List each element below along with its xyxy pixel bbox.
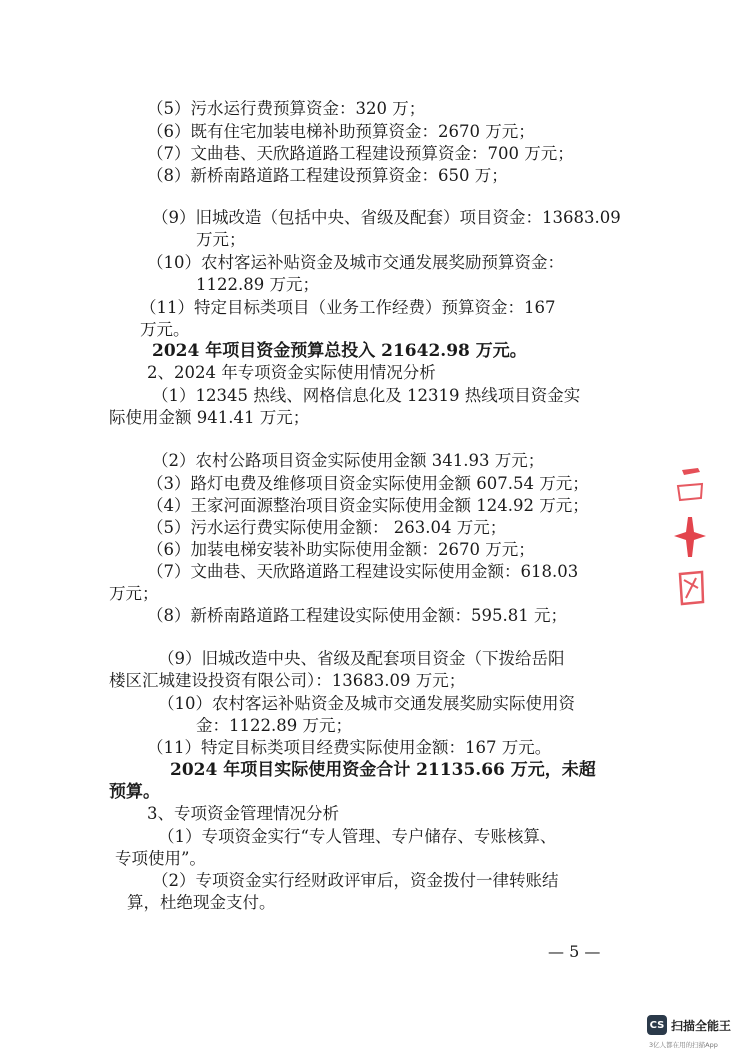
actual-total-line: 2024 年项目实际使用资金合计 21135.66 万元，未超 bbox=[170, 760, 596, 780]
section-heading: 2、2024 年专项资金实际使用情况分析 bbox=[147, 363, 436, 382]
scanner-app-name: 扫描全能王 bbox=[671, 1018, 732, 1033]
text-line: （6）既有住宅加装电梯补助预算资金：2670 万元； bbox=[147, 122, 535, 141]
text-line: （9）旧城改造中央、省级及配套项目资金（下拨给岳阳 bbox=[158, 649, 565, 668]
text-line: （8）新桥南路道路工程建设预算资金：650 万； bbox=[147, 166, 508, 185]
text-line: （2）专项资金实行经财政评审后，资金拨付一律转账结 bbox=[152, 871, 559, 890]
section-heading: 3、专项资金管理情况分析 bbox=[147, 804, 339, 823]
budget-total-line: 2024 年项目资金预算总投入 21642.98 万元。 bbox=[152, 341, 527, 361]
text-line: 金：1122.89 万元； bbox=[196, 716, 352, 735]
text-line: （3）路灯电费及维修项目资金实际使用金额 607.54 万元； bbox=[147, 474, 589, 493]
text-line: （9）旧城改造（包括中央、省级及配套）项目资金：13683.09 bbox=[152, 208, 621, 227]
cs-badge-icon: CS bbox=[647, 1015, 667, 1035]
text-line: 楼区汇城建设投资有限公司）：13683.09 万元； bbox=[109, 671, 466, 690]
text-line: （8）新桥南路道路工程建设实际使用金额：595.81 元； bbox=[147, 606, 567, 625]
text-line: （5）污水运行费实际使用金额： 263.04 万元； bbox=[147, 518, 507, 537]
text-line: （1）专项资金实行“专人管理、专户储存、专账核算、 bbox=[158, 827, 557, 846]
text-line: （4）王家河面源整治项目资金实际使用金额 124.92 万元； bbox=[147, 496, 589, 515]
text-line: （11）特定目标类项目（业务工作经费）预算资金：167 bbox=[140, 298, 556, 317]
actual-total-line-cont: 预算。 bbox=[109, 782, 160, 802]
text-line: （2）农村公路项目资金实际使用金额 341.93 万元； bbox=[152, 451, 545, 470]
text-line: （11）特定目标类项目经费实际使用金额：167 万元。 bbox=[147, 738, 552, 757]
text-line: （5）污水运行费预算资金：320 万； bbox=[147, 99, 426, 118]
text-line: （7）文曲巷、天欣路道路工程建设实际使用金额：618.03 bbox=[147, 562, 579, 581]
text-line: 万元。 bbox=[140, 320, 190, 339]
text-line: 1122.89 万元； bbox=[196, 275, 319, 294]
text-line: （1）12345 热线、网格信息化及 12319 热线项目资金实 bbox=[152, 386, 581, 405]
text-line: 际使用金额 941.41 万元； bbox=[109, 408, 310, 427]
text-line: （10）农村客运补贴资金及城市交通发展奖励预算资金： bbox=[147, 253, 564, 272]
text-line: 万元； bbox=[196, 230, 246, 249]
text-line: （10）农村客运补贴资金及城市交通发展奖励实际使用资 bbox=[158, 694, 575, 713]
page-number: — 5 — bbox=[548, 942, 601, 961]
scanner-watermark-logo bbox=[647, 1015, 731, 1035]
text-line: 专项使用”。 bbox=[115, 849, 206, 868]
text-line: （6）加装电梯安装补助实际使用金额：2670 万元； bbox=[147, 540, 535, 559]
scanner-tagline: 3亿人都在用的扫描App bbox=[649, 1041, 718, 1049]
official-seal-fragment bbox=[668, 462, 708, 622]
text-line: 万元； bbox=[109, 584, 159, 603]
text-line: （7）文曲巷、天欣路道路工程建设预算资金：700 万元； bbox=[147, 144, 574, 163]
text-line: 算，杜绝现金支付。 bbox=[127, 893, 276, 912]
